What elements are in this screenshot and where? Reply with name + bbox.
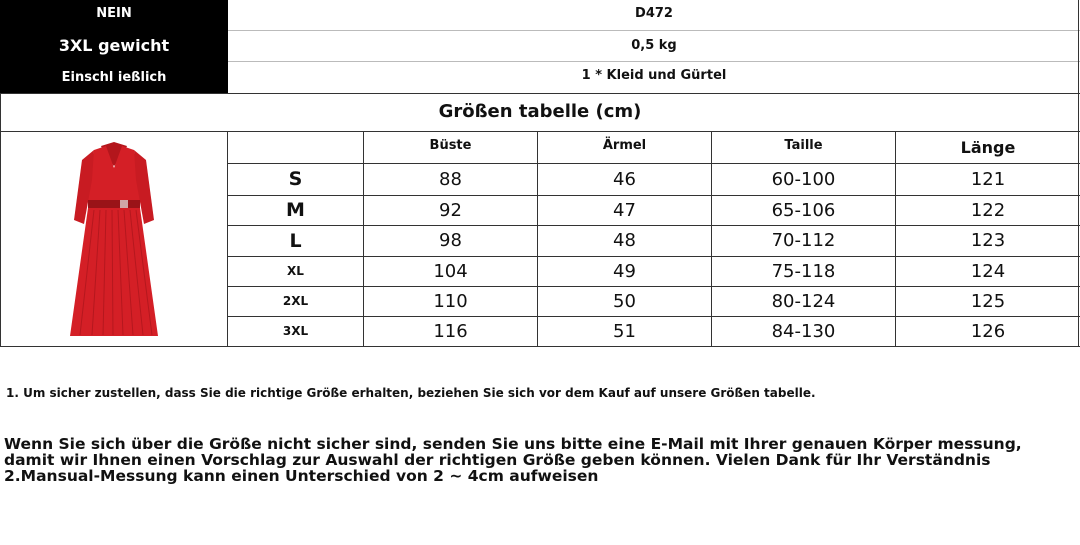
note-size-chart: 1. Um sicher zustellen, dass Sie die richtige Größe erhalten, beziehen Sie sich vor dem Kauf auf unsere Größen tabelle.: [6, 386, 816, 400]
divider: [0, 346, 1080, 347]
divider: [1078, 0, 1079, 94]
cell-sleeve: 51: [613, 321, 636, 342]
cell-sleeve: 48: [613, 230, 636, 251]
size-label: 3XL: [282, 324, 309, 338]
cell-bust: 88: [439, 169, 462, 190]
size-label: L: [289, 230, 302, 252]
size-chart-table: [0, 132, 1080, 347]
note-measurement: Wenn Sie sich über die Größe nicht sicher sind, senden Sie uns bitte eine E-Mail mit Ihrer genauen Körper messung, damit wir Ihnen einen Vorschlag zur Auswahl der richtigen Größe geben können. Vielen Dank für Ihr Verständnis 2.Mansual-Messung kann einen Unterschied von 2 ~ 4cm aufweisen: [4, 435, 1022, 485]
cell-length: 125: [970, 291, 1006, 312]
cell-bust: 98: [439, 230, 462, 251]
size-chart-title: Größen tabelle (cm): [438, 101, 642, 122]
header-waist: Taille: [784, 138, 823, 153]
cell-waist: 70-112: [771, 230, 836, 251]
info-label-included: Einschl ießlich: [61, 70, 167, 85]
cell-bust: 92: [439, 200, 462, 221]
cell-waist: 84-130: [771, 321, 836, 342]
cell-sleeve: 46: [613, 169, 636, 190]
size-label: XL: [287, 264, 304, 278]
product-info-block: [0, 0, 1080, 94]
header-length: Länge: [960, 138, 1016, 157]
cell-bust: 110: [433, 291, 468, 312]
info-value-included: 1 * Kleid und Gürtel: [581, 68, 727, 83]
cell-waist: 75-118: [771, 261, 836, 282]
cell-length: 122: [970, 200, 1006, 221]
cell-sleeve: 50: [613, 291, 636, 312]
cell-bust: 116: [433, 321, 468, 342]
cell-sleeve: 49: [613, 261, 636, 282]
cell-sleeve: 47: [613, 200, 636, 221]
size-label: M: [286, 199, 305, 221]
red-dress-illustration: [56, 140, 172, 340]
info-label-weight: 3XL gewicht: [58, 36, 170, 55]
cell-length: 124: [970, 261, 1006, 282]
size-label: S: [288, 168, 303, 190]
divider: [228, 30, 1080, 31]
cell-waist: 80-124: [771, 291, 836, 312]
cell-bust: 104: [433, 261, 468, 282]
cell-waist: 65-106: [771, 200, 836, 221]
cell-length: 123: [970, 230, 1006, 251]
info-label-no: NEIN: [96, 6, 132, 21]
cell-length: 126: [970, 321, 1006, 342]
header-sleeve: Ärmel: [602, 138, 647, 153]
header-bust: Büste: [429, 138, 472, 153]
divider: [228, 61, 1080, 62]
info-value-no: D472: [635, 6, 673, 21]
cell-length: 121: [970, 169, 1006, 190]
cell-waist: 60-100: [771, 169, 836, 190]
size-label: 2XL: [282, 294, 309, 308]
info-value-weight: 0,5 kg: [631, 38, 677, 53]
